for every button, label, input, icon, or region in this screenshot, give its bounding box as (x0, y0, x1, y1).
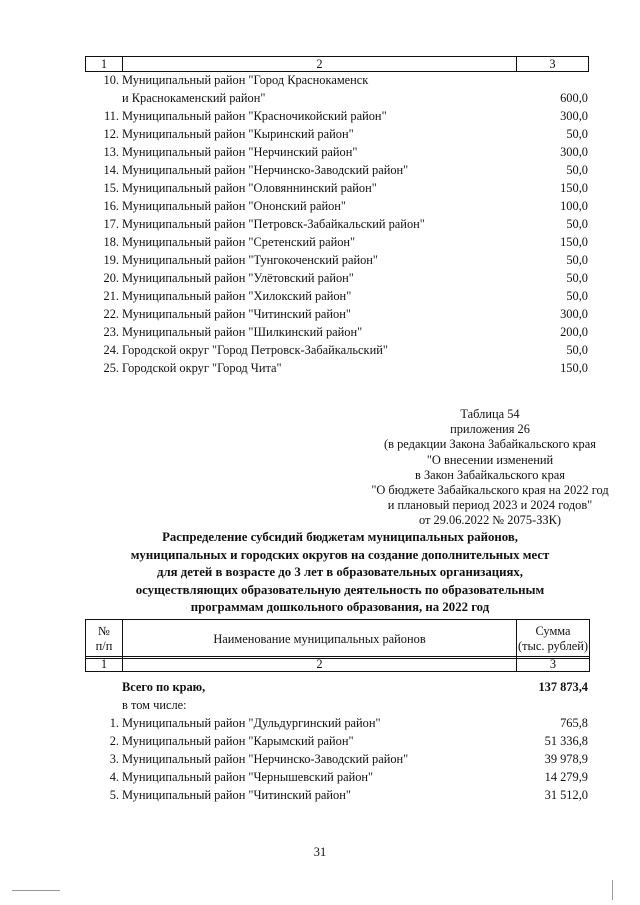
district-name: Муниципальный район "Сретенский район" (122, 235, 356, 249)
district-name: Муниципальный район "Нерчинский район" (122, 145, 358, 159)
district-name: Муниципальный район "Читинский район" (122, 307, 351, 321)
amount-value: 300,0 (560, 145, 588, 159)
col1-line1: № (98, 624, 110, 638)
total-label: Всего по краю, (122, 680, 206, 694)
row-number: 13. (103, 145, 119, 159)
table-row (102, 714, 588, 732)
table1-header-col1: 1 (100, 57, 108, 71)
district-name: Муниципальный район "Нерчинско-Заводский район" (122, 163, 409, 177)
table-row (102, 71, 588, 89)
caption-line: и плановый период 2023 и 2024 годов" (387, 498, 593, 513)
table1-header (85, 56, 589, 72)
row-number: 15. (103, 181, 119, 195)
table-row (102, 161, 588, 179)
title-line: программам дошкольного образования, на 2022 год (190, 600, 490, 614)
table-row (102, 323, 588, 341)
amount-value: 31 512,0 (544, 788, 588, 802)
page-number: 31 (313, 845, 327, 859)
amount-value: 51 336,8 (544, 734, 588, 748)
table-row (102, 269, 588, 287)
amount-value: 50,0 (566, 343, 588, 357)
amount-value: 150,0 (560, 361, 588, 375)
table1-header-col2: 2 (316, 57, 323, 71)
caption-line: Таблица 54 (460, 407, 520, 421)
title-line: Распределение субсидий бюджетам муниципальных районов, (162, 530, 518, 544)
table2-index-col3: 3 (549, 657, 557, 671)
amount-value: 14 279,9 (544, 770, 588, 784)
col3-line2: (тыс. рублей) (517, 639, 589, 653)
scan-mark (612, 880, 613, 900)
caption-line: в Закон Забайкальского края (415, 467, 565, 482)
row-number: 11. (103, 109, 119, 123)
amount-value: 100,0 (560, 199, 588, 213)
table-row (102, 341, 588, 359)
table-caption (300, 407, 640, 529)
row-number: 10. (103, 73, 119, 87)
caption-line: (в редакции Закона Забайкальского края (384, 437, 596, 452)
district-name: Муниципальный район "Карымский район" (122, 734, 354, 748)
table-row (102, 107, 588, 125)
col3-line1: Сумма (535, 624, 571, 638)
table-row (102, 732, 588, 750)
row-number: 14. (103, 163, 119, 177)
table-row (102, 89, 588, 107)
amount-value: 50,0 (566, 289, 588, 303)
row-number: 18. (103, 235, 119, 249)
row-number: 4. (109, 770, 119, 784)
district-name: Муниципальный район "Дульдургинский район" (122, 716, 381, 730)
title-line: для детей в возрасте до 3 лет в образовательных организациях, (156, 565, 524, 579)
amount-value: 300,0 (560, 109, 588, 123)
district-name-continued: и Краснокаменский район" (122, 91, 266, 105)
subtitle-text: в том числе: (122, 698, 187, 712)
table2-index-col2: 2 (316, 657, 323, 671)
table2-header (85, 619, 590, 659)
district-name: Муниципальный район "Чернышевский район" (122, 770, 374, 784)
district-name: Муниципальный район "Улётовский район" (122, 271, 354, 285)
amount-value: 150,0 (560, 181, 588, 195)
table-row (102, 768, 588, 786)
caption-line: приложения 26 (450, 422, 530, 437)
district-name: Муниципальный район "Кыринский район" (122, 127, 354, 141)
table-row (102, 125, 588, 143)
row-number: 25. (103, 361, 119, 375)
table-row (102, 215, 588, 233)
row-number: 19. (103, 253, 119, 267)
table2-header-col3 (517, 620, 589, 658)
title-line: осуществляющих образовательную деятельность по образовательным (135, 582, 545, 597)
table-row (102, 750, 588, 768)
total-row (102, 678, 588, 696)
caption-line: от 29.06.2022 № 2075-ЗЗК) (418, 513, 562, 528)
district-name: Городской округ "Город Чита" (122, 361, 282, 375)
row-number: 22. (103, 307, 119, 321)
col1-line2: п/п (95, 639, 113, 653)
title-line: муниципальных и городских округов на создание дополнительных мест (130, 547, 550, 562)
district-name: Муниципальный район "Красночикойский район" (122, 109, 387, 123)
table-row (102, 305, 588, 323)
table1-header-col3: 3 (549, 57, 556, 71)
amount-value: 50,0 (566, 271, 588, 285)
table-row (102, 197, 588, 215)
amount-value: 765,8 (560, 716, 588, 730)
table-row (102, 143, 588, 161)
row-number: 24. (103, 343, 119, 357)
district-name: Муниципальный район "Читинский район" (122, 788, 351, 802)
total-value: 137 873,4 (538, 680, 588, 694)
caption-line: "О внесении изменений (426, 452, 554, 467)
table-row (102, 179, 588, 197)
row-number: 23. (103, 325, 119, 339)
table2-header-col1 (86, 620, 122, 658)
district-name: Муниципальный район "Город Краснокаменск (122, 73, 369, 87)
district-name: Муниципальный район "Хилокский район" (122, 289, 352, 303)
row-number: 20. (103, 271, 119, 285)
district-name: Муниципальный район "Оловяннинский район" (122, 181, 377, 195)
amount-value: 300,0 (560, 307, 588, 321)
row-number: 3. (109, 752, 119, 766)
district-name: Муниципальный район "Петровск-Забайкальский район" (122, 217, 425, 231)
table2-header-col2: Наименование муниципальных районов (213, 631, 426, 646)
amount-value: 600,0 (560, 91, 588, 105)
district-name: Муниципальный район "Ононский район" (122, 199, 346, 213)
amount-value: 39 978,9 (544, 752, 588, 766)
amount-value: 200,0 (560, 325, 588, 339)
amount-value: 50,0 (566, 163, 588, 177)
amount-value: 50,0 (566, 217, 588, 231)
scan-mark (12, 890, 60, 891)
row-number: 21. (103, 289, 119, 303)
table-row (102, 786, 588, 804)
amount-value: 50,0 (566, 127, 588, 141)
district-name: Муниципальный район "Нерчинско-Заводский район" (122, 752, 409, 766)
subtitle-row (102, 696, 588, 714)
row-number: 16. (103, 199, 119, 213)
table2-index-col1: 1 (100, 657, 108, 671)
caption-line: "О бюджете Забайкальского края на 2022 год (371, 482, 609, 497)
amount-value: 50,0 (566, 253, 588, 267)
row-number: 5. (109, 788, 119, 802)
table-row (102, 287, 588, 305)
amount-value: 150,0 (560, 235, 588, 249)
district-name: Городской округ "Город Петровск-Забайкальский" (122, 343, 388, 357)
table-row (102, 359, 588, 377)
table2-index-row (85, 656, 590, 672)
document-title (100, 529, 580, 617)
row-number: 2. (109, 734, 119, 748)
row-number: 1. (109, 716, 119, 730)
table-row (102, 233, 588, 251)
row-number: 12. (103, 127, 119, 141)
row-number: 17. (103, 217, 119, 231)
district-name: Муниципальный район "Шилкинский район" (122, 325, 363, 339)
table-row (102, 251, 588, 269)
district-name: Муниципальный район "Тунгокоченский район" (122, 253, 378, 267)
